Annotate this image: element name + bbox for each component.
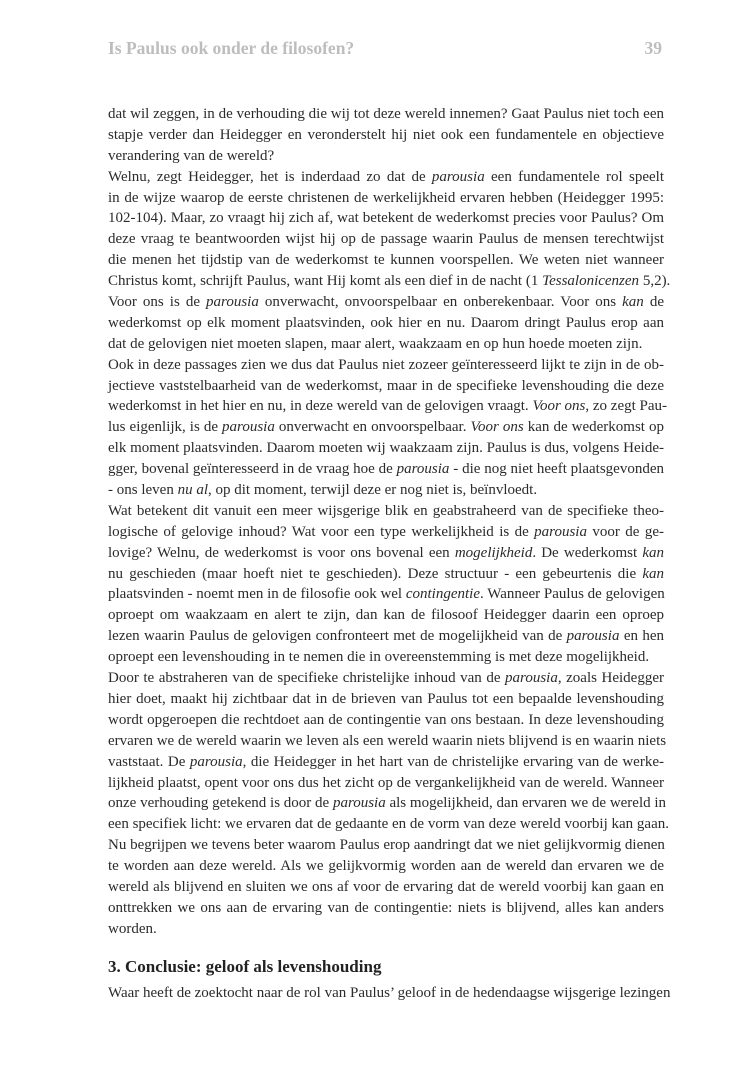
text-run: wereld als blijvend en sluiten we ons af voor de ervaring dat de wereld voorbij kan gaan en xyxy=(108,878,664,895)
text-run: . Wanneer Paulus de gelovigen xyxy=(480,586,665,603)
text-line xyxy=(108,564,664,585)
text-line xyxy=(108,668,664,689)
text-run: kan de wederkomst op xyxy=(523,419,664,436)
text-run: 102-104). Maar, zo vraagt hij zich af, wat betekent de wederkomst precies voor Paulus? Om xyxy=(108,210,664,227)
text-line xyxy=(108,605,664,626)
italic-term: kan xyxy=(642,544,664,561)
text-line xyxy=(108,250,664,271)
running-header xyxy=(108,38,662,59)
italic-term: parousia xyxy=(505,670,558,687)
text-run: worden. xyxy=(108,920,157,937)
text-run: Wat betekent dit vanuit een meer wijsgerige blik en geabstraheerd van de specifieke theo- xyxy=(108,502,664,519)
text-run: hier doet, maakt hij zichtbaar dat in de brieven van Paulus tot een bepaalde levenshouding xyxy=(108,690,664,707)
section-heading: 3. Conclusie: geloof als levenshouding xyxy=(108,957,382,976)
italic-term: parousia xyxy=(189,753,243,770)
text-line xyxy=(108,814,669,835)
text-run: Christus komt, schrijft Paulus, want Hij komt als een dief in de nacht (1 xyxy=(108,273,543,290)
text-run: . De wederkomst xyxy=(532,544,643,561)
text-run: - ons leven xyxy=(108,482,178,499)
text-run: deze vraag te beantwoorden wijst hij op de passage waarin Paulus de mensen terechtwijst xyxy=(108,231,664,248)
text-run: lijkheid plaatst, opent voor ons dus het zicht op de vergankelijkheid van de wereld. Wanneer xyxy=(108,774,664,791)
section-first-paragraph xyxy=(108,983,671,1004)
text-line xyxy=(108,459,664,480)
text-run: dat wil zeggen, in de verhouding die wij tot deze wereld innemen? Gaat Paulus niet toch een xyxy=(108,106,664,122)
text-run: Welnu, zegt Heidegger, het is inderdaad zo dat de xyxy=(108,168,432,185)
text-line xyxy=(108,125,664,146)
text-line xyxy=(108,731,667,752)
italic-term: Voor ons xyxy=(532,398,586,415)
text-run: oproept een levenshouding in te nemen die in overeenstemming is met deze mogelijkheid. xyxy=(108,649,650,666)
text-line xyxy=(108,188,664,209)
text-line xyxy=(108,835,664,856)
text-line xyxy=(108,104,664,125)
italic-term: nu al xyxy=(177,482,208,499)
text-run: lovige? Welnu, de wederkomst is voor ons bovenal een xyxy=(108,544,455,561)
text-run: vaststaat. De xyxy=(108,753,190,770)
text-line xyxy=(108,501,664,522)
text-line xyxy=(108,793,667,814)
page-number: 39 xyxy=(644,38,662,58)
text-line xyxy=(108,229,664,250)
text-run: als mogelijkheid, dan ervaren we de wereld in xyxy=(385,795,667,812)
text-run: de xyxy=(643,294,664,311)
italic-term: Tessalonicenzen xyxy=(542,273,640,290)
text-line xyxy=(108,773,664,794)
running-title: Is Paulus ook onder de filosofen? xyxy=(108,38,355,58)
text-line xyxy=(108,877,664,898)
text-line xyxy=(108,480,664,501)
italic-term: parousia xyxy=(534,523,587,540)
text-run: , die Heidegger in het hart van de christelijke ervaring van de werke- xyxy=(242,753,664,770)
text-run: oproept om waakzaam en alert te zijn, dan kan de filosoof Heidegger daarin een oproep xyxy=(108,607,664,624)
text-line xyxy=(108,167,664,188)
italic-term: parousia xyxy=(222,419,275,436)
italic-term: parousia xyxy=(332,795,386,812)
text-line xyxy=(108,522,664,543)
text-line xyxy=(108,313,664,334)
text-run: wederkomst op elk moment plaatsvinden, ook hier en nu. Daarom dringt Paulus erop aan xyxy=(108,314,664,331)
text-line xyxy=(108,710,664,731)
text-line xyxy=(108,417,664,438)
text-run: , zo zegt Pau- xyxy=(585,398,668,415)
italic-term: mogelijkheid xyxy=(454,544,533,561)
text-run: nu geschieden (maar hoeft niet te geschieden). Deze structuur - een gebeurtenis die xyxy=(108,565,643,582)
text-run: gger, bovenal geïnteresseerd in de vraag hoe de xyxy=(108,461,397,478)
text-run: wordt opgeroepen die rechtdoet aan de contingentie van ons bestaan. In deze levenshouding xyxy=(108,711,664,728)
text-run: te worden aan deze wereld. Als we gelijkvormig worden aan de wereld dan ervaren we de xyxy=(108,858,664,875)
italic-term: kan xyxy=(642,565,664,582)
italic-term: contingentie xyxy=(405,586,481,603)
italic-term: parousia xyxy=(431,168,485,185)
text-run: onverwacht, onvoorspelbaar en onberekenbaar. Voor ons xyxy=(258,294,623,311)
text-line xyxy=(108,376,664,397)
text-run: een specifiek licht: we ervaren dat de gedaante en de vorm van deze wereld voorbij kan gaan. xyxy=(108,816,669,833)
text-line xyxy=(108,438,664,459)
text-run: jectieve vaststelbaarheid van de wederkomst, maar in de specifieke levenshouding die deze xyxy=(108,377,664,394)
text-run: plaatsvinden - noemt men in de filosofie ook wel xyxy=(108,586,406,603)
italic-term: Voor ons xyxy=(470,419,524,436)
text-run: ervaren we de wereld waarin we leven als een wereld waarin niets blijvend is en waarin niets xyxy=(108,732,667,749)
text-run: verandering van de wereld? xyxy=(108,147,275,164)
text-run: wederkomst in het hier en nu, in deze wereld van de gelovigen vraagt. xyxy=(108,398,533,415)
text-line xyxy=(108,355,664,376)
text-line xyxy=(108,919,664,940)
italic-term: kan xyxy=(622,294,644,311)
text-run: Door te abstraheren van de specifieke christelijke inhoud van de xyxy=(108,670,506,687)
italic-term: parousia xyxy=(206,294,259,311)
text-run: Nu begrijpen we tevens beter waarom Paulus erop aandringt dat we niet gelijkvormig dienen xyxy=(108,837,665,854)
text-line xyxy=(108,208,664,229)
italic-term: parousia xyxy=(396,461,450,478)
text-run: lus eigenlijk, is de xyxy=(108,419,223,436)
text-line xyxy=(108,856,664,877)
text-run: , op dit moment, terwijl deze er nog niet is, beïnvloedt. xyxy=(208,482,538,499)
text-run: Ook in deze passages zien we dus dat Paulus niet zozeer geïnteresseerd lijkt te zijn in de ob- xyxy=(108,356,664,373)
text-run: , zoals Heidegger xyxy=(557,670,664,687)
text-line xyxy=(108,543,664,564)
text-run: - die nog niet heeft plaatsgevonden xyxy=(449,461,664,478)
text-run: lezen waarin Paulus de gelovigen confronteert met de mogelijkheid van de xyxy=(108,628,567,645)
text-line xyxy=(108,647,664,668)
text-line xyxy=(108,334,664,355)
text-line xyxy=(108,626,664,647)
text-run: onverwacht en onvoorspelbaar. xyxy=(274,419,471,436)
text-line xyxy=(108,584,664,605)
text-line xyxy=(108,396,668,417)
text-line xyxy=(108,271,671,292)
text-run: logische of gelovige inhoud? Wat voor een type werkelijkheid is de xyxy=(108,523,535,540)
text-run: stapje verder dan Heidegger en veronderstelt hij niet ook een fundamentele en objectieve xyxy=(108,126,664,143)
text-line: Waar heeft de zoektocht naar de rol van Paulus’ geloof in de hedendaagse wijsgerige lezingen xyxy=(108,985,671,1001)
text-run: Voor ons is de xyxy=(108,294,207,311)
text-run: 5,2). xyxy=(639,273,671,290)
text-run: elk moment plaatsvinden. Daarom moeten wij waakzaam zijn. Paulus is dus, volgens Heide- xyxy=(108,440,664,457)
text-run: voor de ge- xyxy=(586,523,664,540)
text-run: onze verhouding getekend is door de xyxy=(108,795,333,812)
text-run: in de wijze waarop de eerste christenen de werkelijkheid ervaren hebben (Heidegger 1995: xyxy=(108,189,664,206)
italic-term: parousia xyxy=(566,628,620,645)
text-line xyxy=(108,898,664,919)
text-run: die menen het tijdstip van de wederkomst te kunnen voorspellen. We weten niet wanneer xyxy=(108,252,664,269)
text-line xyxy=(108,752,664,773)
text-run: dat de gelovigen niet moeten slapen, maar alert, waakzaam en op hun hoede moeten zijn. xyxy=(108,335,643,352)
text-line xyxy=(108,292,664,313)
text-run: en hen xyxy=(619,628,664,645)
text-line xyxy=(108,689,664,710)
text-line xyxy=(108,146,664,167)
text-run: een fundamentele rol speelt xyxy=(484,168,664,185)
body-text xyxy=(108,104,671,940)
text-run: onttrekken we ons aan de ervaring van de contingentie: niets is blijvend, alles kan anders xyxy=(108,899,664,916)
